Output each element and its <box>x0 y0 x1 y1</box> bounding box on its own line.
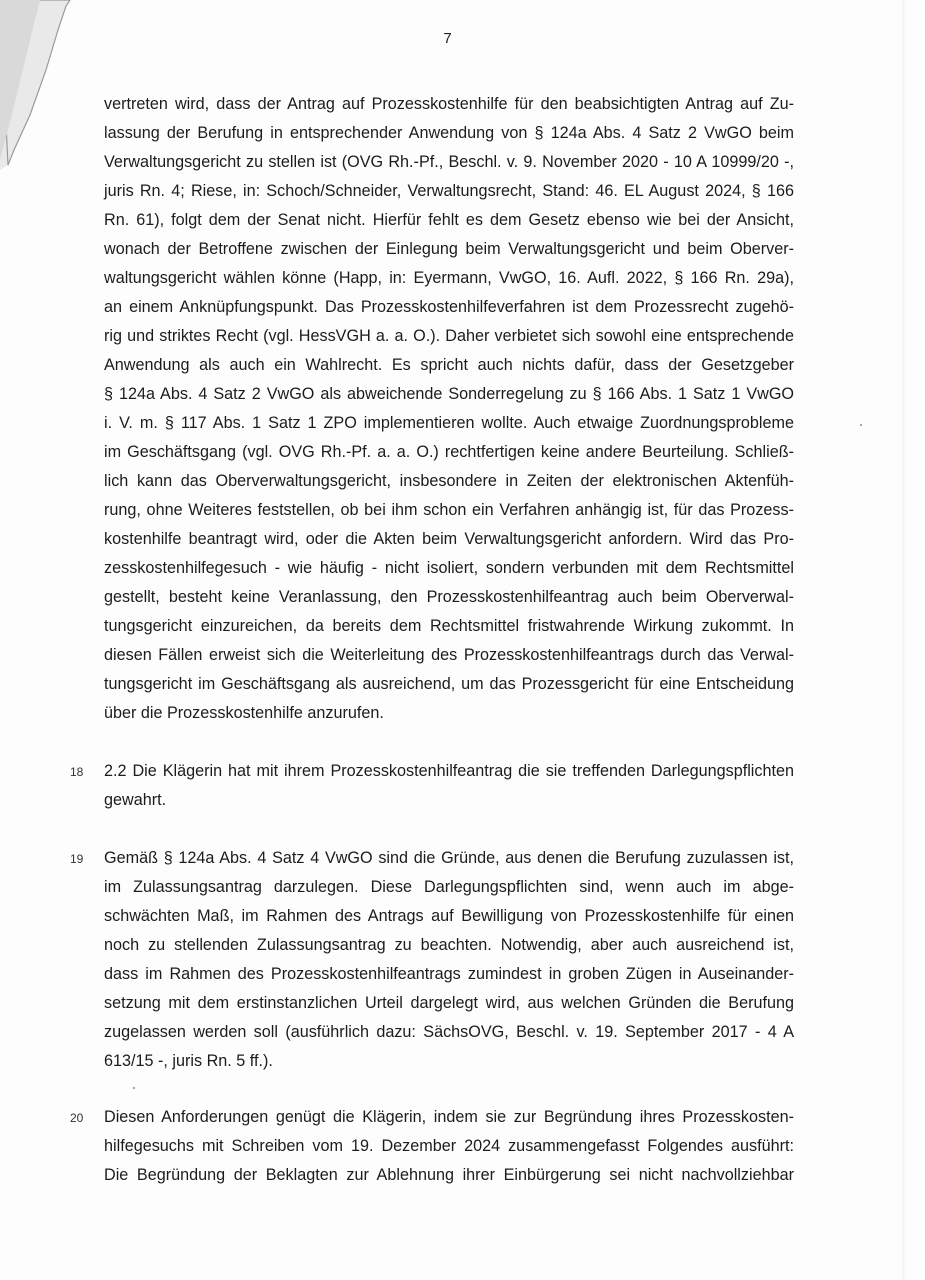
text-line: tungsgericht im Geschäftsgang als ausreichend, um das Prozessgericht für eine Entscheidung <box>104 675 794 693</box>
text-line: § 124a Abs. 4 Satz 2 VwGO als abweichende Sonderregelung zu § 166 Abs. 1 Satz 1 VwGO <box>104 385 794 403</box>
text-line: rig und striktes Recht (vgl. HessVGH a. a. O.). Daher verbietet sich sowohl eine entsprechende <box>104 327 794 345</box>
text-line: dass im Rahmen des Prozesskostenhilfeantrags zumindest in groben Zügen in Auseinander- <box>104 965 794 983</box>
scan-speck <box>860 424 862 426</box>
text-line: schwächten Maß, im Rahmen des Antrags auf Bewilligung von Prozesskostenhilfe für einen <box>104 907 794 925</box>
text-line: im Zulassungsantrag darzulegen. Diese Darlegungspflichten sind, wenn auch im abge- <box>104 878 794 896</box>
text-line: hilfegesuchs mit Schreiben vom 19. Dezember 2024 zusammengefasst Folgendes ausführt: <box>104 1137 794 1155</box>
paragraph-number: 19 <box>70 852 84 866</box>
text-line: gewahrt. <box>104 791 167 809</box>
page-number: 7 <box>443 30 452 47</box>
text-line: 2.2 Die Klägerin hat mit ihrem Prozesskostenhilfeantrag die sie treffenden Darlegungspflichten <box>104 762 794 780</box>
text-line: wonach der Betroffene zwischen der Einlegung beim Verwaltungsgericht und beim Oberver- <box>104 240 794 258</box>
text-line: waltungsgericht wählen könne (Happ, in: Eyermann, VwGO, 16. Aufl. 2022, § 166 Rn. 29a), <box>104 269 794 287</box>
text-line: lich kann das Oberverwaltungsgericht, insbesondere in Zeiten der elektronischen Aktenfüh- <box>104 472 794 490</box>
paragraph-20 <box>104 1103 794 1190</box>
text-line: kostenhilfe beantragt wird, oder die Akten beim Verwaltungsgericht anfordern. Wird das Pro- <box>104 530 794 548</box>
text-line: im Geschäftsgang (vgl. OVG Rh.-Pf. a. a. O.) rechtfertigen keine andere Beurteilung. Schließ- <box>104 443 794 461</box>
scan-right-edge <box>902 0 905 1280</box>
paragraph-number: 18 <box>70 765 84 779</box>
text-line: diesen Fällen erweist sich die Weiterleitung des Prozesskostenhilfeantrags durch das Verwal- <box>104 646 794 664</box>
text-line: Gemäß § 124a Abs. 4 Satz 4 VwGO sind die Gründe, aus denen die Berufung zuzulassen ist, <box>104 849 794 867</box>
text-line: Verwaltungsgericht zu stellen ist (OVG Rh.-Pf., Beschl. v. 9. November 2020 - 10 A 10999/20 -, <box>104 153 794 171</box>
text-line: tungsgericht einzureichen, da bereits dem Rechtsmittel fristwahrende Wirkung zukommt. In <box>104 617 794 635</box>
paragraph-number: 20 <box>70 1111 84 1125</box>
paragraph-continued <box>104 90 794 728</box>
text-line: zesskostenhilfegesuch - wie häufig - nicht isoliert, sondern verbunden mit dem Rechtsmittel <box>104 559 794 577</box>
text-line: Rn. 61), folgt dem der Senat nicht. Hierfür fehlt es dem Gesetz ebenso wie bei der Ansicht, <box>104 211 794 229</box>
text-line: Die Begründung der Beklagten zur Ablehnung ihrer Einbürgerung sei nicht nachvollziehbar <box>104 1166 794 1184</box>
text-line: vertreten wird, dass der Antrag auf Prozesskostenhilfe für den beabsichtigten Antrag auf Zu- <box>104 95 794 113</box>
text-line: juris Rn. 4; Riese, in: Schoch/Schneider, Verwaltungsrecht, Stand: 46. EL August 2024, § 166 <box>104 182 794 200</box>
text-line: über die Prozesskostenhilfe anzurufen. <box>104 704 384 722</box>
text-line: Anwendung als auch ein Wahlrecht. Es spricht auch nichts dafür, dass der Gesetzgeber <box>104 356 794 374</box>
scan-corner-fold <box>0 0 80 170</box>
text-line: i. V. m. § 117 Abs. 1 Satz 1 ZPO implementieren wollte. Auch etwaige Zuordnungsprobleme <box>104 414 794 432</box>
text-line: noch zu stellenden Zulassungsantrag zu beachten. Notwendig, aber auch ausreichend ist, <box>104 936 794 954</box>
text-line: gestellt, besteht keine Veranlassung, den Prozesskostenhilfeantrag auch beim Oberverwal- <box>104 588 794 606</box>
text-line: lassung der Berufung in entsprechender Anwendung von § 124a Abs. 4 Satz 2 VwGO beim <box>104 124 794 142</box>
text-line: rung, ohne Weiteres feststellen, ob bei ihm schon ein Verfahren anhängig ist, für das Prozess- <box>104 501 794 519</box>
paragraph-18 <box>104 757 794 815</box>
paragraph-19 <box>104 844 794 1076</box>
scan-speck <box>133 1087 135 1089</box>
text-line: zugelassen werden soll (ausführlich dazu: SächsOVG, Beschl. v. 19. September 2017 - 4 A <box>104 1023 794 1041</box>
text-line: Diesen Anforderungen genügt die Klägerin, indem sie zur Begründung ihres Prozesskosten- <box>104 1108 794 1126</box>
text-line: setzung mit dem erstinstanzlichen Urteil dargelegt wird, aus welchen Gründen die Berufung <box>104 994 794 1012</box>
text-line: 613/15 -, juris Rn. 5 ff.). <box>104 1052 273 1070</box>
text-line: an einem Anknüpfungspunkt. Das Prozesskostenhilfeverfahren ist dem Prozessrecht zugehö- <box>104 298 794 316</box>
